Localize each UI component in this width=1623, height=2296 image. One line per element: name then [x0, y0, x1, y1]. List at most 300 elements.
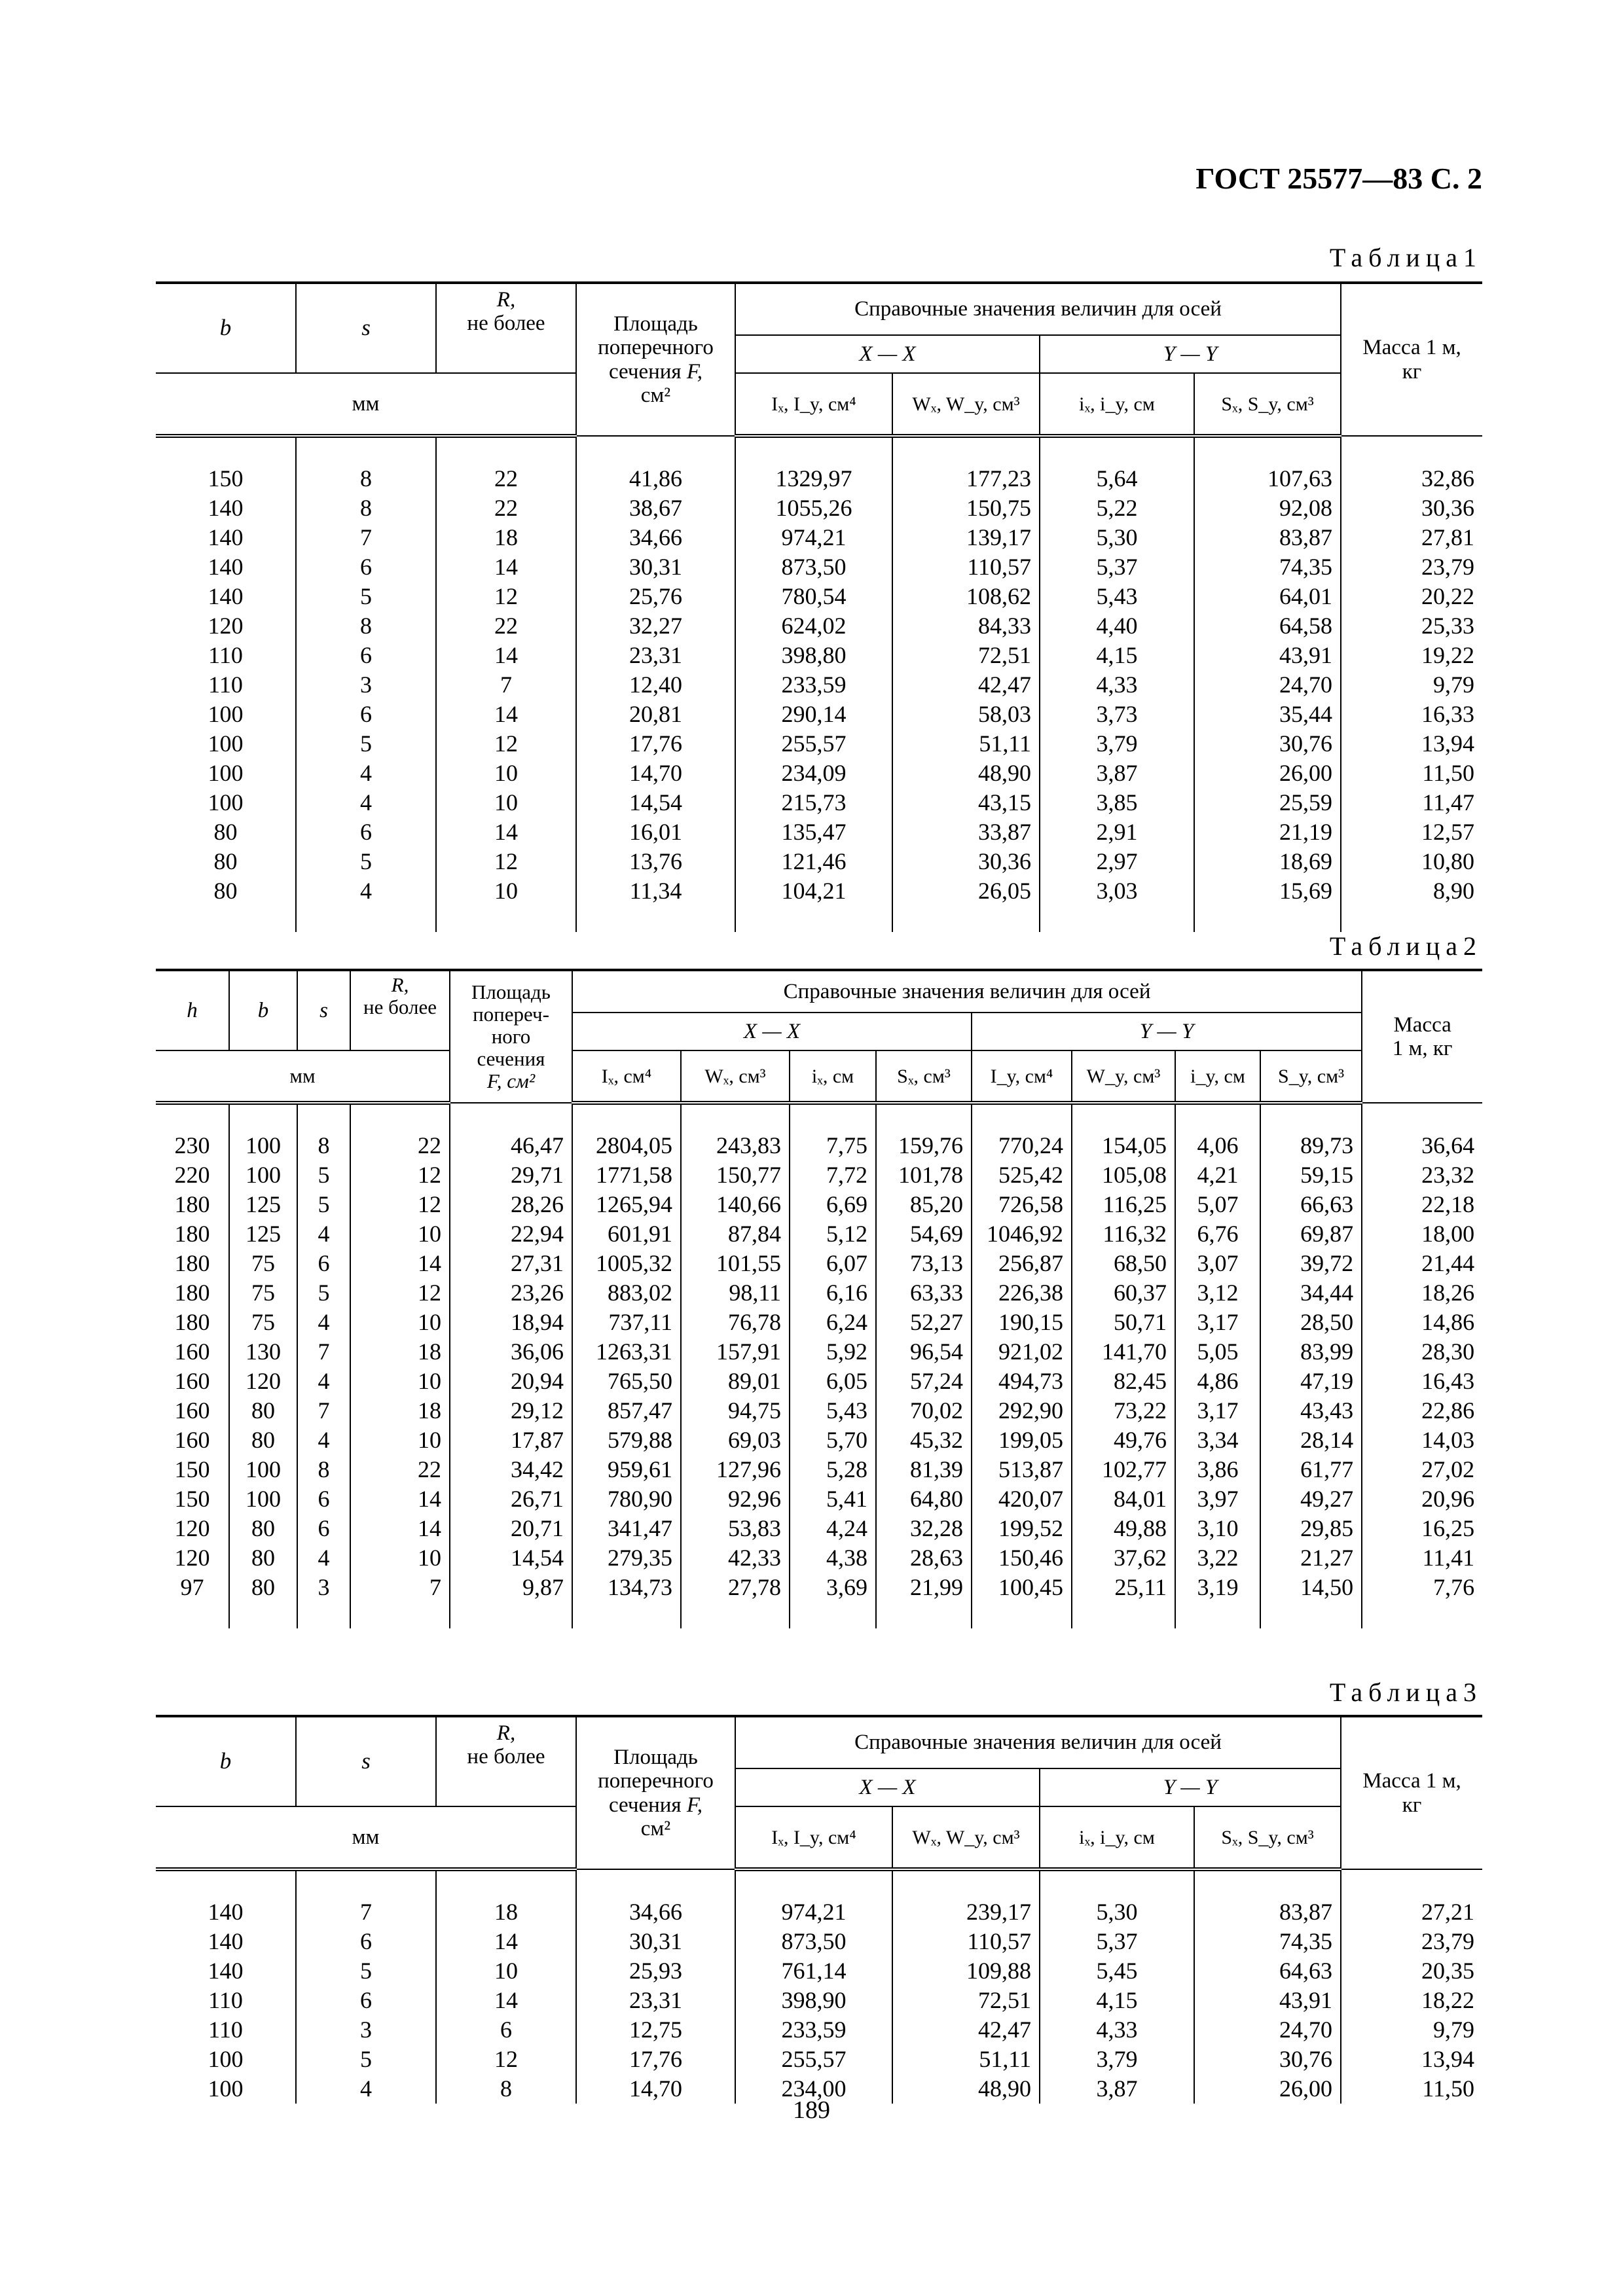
table-cell: 49,27: [1260, 1484, 1362, 1514]
col-mass-header: Масса 1 м, кг: [1341, 283, 1482, 436]
table-cell: 84,33: [892, 611, 1040, 641]
table-cell: 27,02: [1362, 1455, 1482, 1484]
table-cell: 110: [156, 641, 296, 670]
table-cell: 4: [297, 1426, 350, 1455]
col-s-header: s: [297, 970, 350, 1050]
table-cell: 18,26: [1362, 1278, 1482, 1308]
table-cell: 64,63: [1194, 1956, 1341, 1986]
table-cell: 857,47: [572, 1396, 681, 1426]
table-cell: 17,76: [576, 729, 735, 759]
table-cell: 24,70: [1194, 670, 1341, 700]
table-cell: 9,79: [1341, 670, 1482, 700]
col-mass-header: Масса 1 м, кг: [1341, 1716, 1482, 1869]
table-cell: 82,45: [1072, 1367, 1175, 1396]
table-cell: 22: [350, 1455, 450, 1484]
col-b-header: b: [156, 1716, 296, 1806]
table-cell: 883,02: [572, 1278, 681, 1308]
table-cell: 4,24: [790, 1514, 876, 1543]
spacer-row: [156, 1869, 1482, 1897]
table-cell: 3: [296, 2015, 436, 2045]
spacer-cell: [876, 1602, 972, 1628]
table-cell: 140: [156, 523, 296, 552]
table-cell: 579,88: [572, 1426, 681, 1455]
table-cell: 4: [297, 1308, 350, 1337]
table-cell: 73,22: [1072, 1396, 1175, 1426]
table-row: [156, 1897, 1482, 1927]
table-cell: 398,80: [735, 641, 892, 670]
table-row: [156, 1455, 1482, 1484]
table-cell: 4,33: [1040, 2015, 1194, 2045]
table-cell: 68,50: [1072, 1249, 1175, 1278]
spacer-cell: [350, 1103, 450, 1131]
table-cell: 74,35: [1194, 1927, 1341, 1956]
table-cell: 398,90: [735, 1986, 892, 2015]
table-cell: 7: [350, 1573, 450, 1602]
table-cell: 140: [156, 552, 296, 582]
table-cell: 13,94: [1341, 2045, 1482, 2074]
table-cell: 22: [436, 493, 576, 523]
spacer-cell: [1260, 1103, 1362, 1131]
table-cell: 3,87: [1040, 759, 1194, 788]
table-row: [156, 1514, 1482, 1543]
table-cell: 54,69: [876, 1219, 972, 1249]
table-cell: 134,73: [572, 1573, 681, 1602]
table-cell: 69,03: [681, 1426, 790, 1455]
col-ix-header: Iₓ, см⁴: [572, 1050, 681, 1103]
table-cell: 72,51: [892, 641, 1040, 670]
table-cell: 27,21: [1341, 1897, 1482, 1927]
table-cell: 780,90: [572, 1484, 681, 1514]
table-row: [156, 788, 1482, 817]
table-cell: 121,46: [735, 847, 892, 876]
table-cell: 5: [296, 2045, 436, 2074]
table-cell: 100: [156, 2045, 296, 2074]
units-mm-header: мм: [156, 373, 576, 436]
table-cell: 22: [436, 464, 576, 493]
table-cell: 5,30: [1040, 1897, 1194, 1927]
table-cell: 48,90: [892, 2074, 1040, 2104]
spacer-cell: [156, 436, 296, 464]
table-cell: 110: [156, 2015, 296, 2045]
table-cell: 180: [156, 1308, 229, 1337]
table-cell: 3,10: [1175, 1514, 1260, 1543]
table-cell: 29,12: [450, 1396, 572, 1426]
table-row: [156, 670, 1482, 700]
table-cell: 12,40: [576, 670, 735, 700]
table-cell: 30,36: [892, 847, 1040, 876]
table-cell: 80: [229, 1573, 297, 1602]
table-cell: 43,91: [1194, 1986, 1341, 2015]
table-cell: 42,33: [681, 1543, 790, 1573]
spacer-cell: [1362, 1103, 1482, 1131]
spacer-cell: [156, 1602, 229, 1628]
table-cell: 4: [297, 1543, 350, 1573]
table-cell: 5: [297, 1160, 350, 1190]
table-cell: 4: [296, 759, 436, 788]
table-cell: 37,62: [1072, 1543, 1175, 1573]
table-cell: 27,78: [681, 1573, 790, 1602]
spacer-cell: [681, 1602, 790, 1628]
table-cell: 873,50: [735, 552, 892, 582]
table-cell: 160: [156, 1337, 229, 1367]
table-cell: 3: [296, 670, 436, 700]
spacer-cell: [350, 1602, 450, 1628]
table-cell: 80: [229, 1396, 297, 1426]
table-cell: 1046,92: [972, 1219, 1072, 1249]
table-cell: 5,37: [1040, 552, 1194, 582]
table-cell: 135,47: [735, 817, 892, 847]
table-row: [156, 1367, 1482, 1396]
table-cell: 5,41: [790, 1484, 876, 1514]
table-cell: 80: [229, 1426, 297, 1455]
table-row: [156, 729, 1482, 759]
table-cell: 160: [156, 1426, 229, 1455]
table-cell: 8: [296, 493, 436, 523]
table-cell: 109,88: [892, 1956, 1040, 1986]
table-cell: 107,63: [1194, 464, 1341, 493]
table-cell: 6: [296, 700, 436, 729]
table-cell: 180: [156, 1219, 229, 1249]
table-cell: 157,91: [681, 1337, 790, 1367]
spacer-row: [156, 906, 1482, 932]
table-cell: 83,99: [1260, 1337, 1362, 1367]
table-cell: 5,43: [790, 1396, 876, 1426]
table-cell: 10: [436, 1956, 576, 1986]
table-cell: 110,57: [892, 1927, 1040, 1956]
table-cell: 70,02: [876, 1396, 972, 1426]
table-cell: 199,52: [972, 1514, 1072, 1543]
axis-xx-header: X — X: [735, 335, 1040, 373]
table-cell: 14,86: [1362, 1308, 1482, 1337]
table-cell: 8: [296, 611, 436, 641]
table-cell: 140,66: [681, 1190, 790, 1219]
table-cell: 12: [350, 1160, 450, 1190]
spacer-cell: [1362, 1602, 1482, 1628]
table-cell: 7: [436, 670, 576, 700]
table-cell: 14: [436, 817, 576, 847]
table-cell: 4,21: [1175, 1160, 1260, 1190]
table-cell: 4,06: [1175, 1131, 1260, 1160]
table-cell: 6,16: [790, 1278, 876, 1308]
table-cell: 120: [229, 1367, 297, 1396]
col-wy-header: W_y, см³: [1072, 1050, 1175, 1103]
table-cell: 23,32: [1362, 1160, 1482, 1190]
table-cell: 110: [156, 670, 296, 700]
spacer-cell: [735, 436, 892, 464]
table-cell: 10: [350, 1219, 450, 1249]
table-cell: 10: [436, 759, 576, 788]
axis-yy-header: Y — Y: [1040, 1768, 1341, 1806]
table-cell: 9,87: [450, 1573, 572, 1602]
table-cell: 140: [156, 1897, 296, 1927]
table-cell: 105,08: [1072, 1160, 1175, 1190]
table-3: [156, 1715, 1482, 2104]
table-cell: 7: [297, 1396, 350, 1426]
table-cell: 26,71: [450, 1484, 572, 1514]
spacer-cell: [681, 1103, 790, 1131]
spacer-cell: [229, 1103, 297, 1131]
spacer-cell: [1175, 1103, 1260, 1131]
table-cell: 513,87: [972, 1455, 1072, 1484]
table-cell: 100: [229, 1160, 297, 1190]
table-cell: 5,12: [790, 1219, 876, 1249]
ref-values-header: Справочные значения величин для осей: [735, 1716, 1341, 1768]
table-cell: 25,93: [576, 1956, 735, 1986]
table-cell: 341,47: [572, 1514, 681, 1543]
table-cell: 110: [156, 1986, 296, 2015]
table-cell: 14: [436, 552, 576, 582]
table-cell: 150,46: [972, 1543, 1072, 1573]
table-cell: 8: [297, 1131, 350, 1160]
table-cell: 18,94: [450, 1308, 572, 1337]
table-cell: 8: [296, 464, 436, 493]
table-row: [156, 1956, 1482, 1986]
table-cell: 29,71: [450, 1160, 572, 1190]
table-cell: 5,70: [790, 1426, 876, 1455]
table-cell: 601,91: [572, 1219, 681, 1249]
table-row: [156, 464, 1482, 493]
table-cell: 2,91: [1040, 817, 1194, 847]
spacer-cell: [1072, 1103, 1175, 1131]
table-cell: 57,24: [876, 1367, 972, 1396]
table-cell: 6: [297, 1484, 350, 1514]
table-cell: 761,14: [735, 1956, 892, 1986]
table-cell: 14: [350, 1484, 450, 1514]
table-cell: 30,36: [1341, 493, 1482, 523]
table-cell: 3,73: [1040, 700, 1194, 729]
axis-xx-header: X — X: [572, 1013, 972, 1050]
table-cell: 98,11: [681, 1278, 790, 1308]
table-cell: 20,71: [450, 1514, 572, 1543]
table-cell: 141,70: [1072, 1337, 1175, 1367]
table-cell: 6,05: [790, 1367, 876, 1396]
table-cell: 16,33: [1341, 700, 1482, 729]
table-cell: 85,20: [876, 1190, 972, 1219]
table-cell: 7,76: [1362, 1573, 1482, 1602]
table-cell: 64,80: [876, 1484, 972, 1514]
table-cell: 80: [156, 847, 296, 876]
table-cell: 23,26: [450, 1278, 572, 1308]
table-cell: 32,28: [876, 1514, 972, 1543]
table-cell: 125: [229, 1190, 297, 1219]
table-cell: 5,37: [1040, 1927, 1194, 1956]
table-cell: 45,32: [876, 1426, 972, 1455]
table-cell: 5: [297, 1190, 350, 1219]
spacer-cell: [1194, 906, 1341, 932]
table-cell: 64,58: [1194, 611, 1341, 641]
table-cell: 10: [350, 1367, 450, 1396]
table-cell: 5,45: [1040, 1956, 1194, 1986]
table-cell: 159,76: [876, 1131, 972, 1160]
table-cell: 80: [156, 876, 296, 906]
spacer-cell: [436, 1869, 576, 1897]
table-cell: 4,33: [1040, 670, 1194, 700]
table-cell: 3,79: [1040, 729, 1194, 759]
table-cell: 14: [436, 1927, 576, 1956]
table-cell: 12: [350, 1190, 450, 1219]
table-cell: 18,22: [1341, 1986, 1482, 2015]
table-cell: 16,25: [1362, 1514, 1482, 1543]
table-cell: 24,70: [1194, 2015, 1341, 2045]
table-cell: 46,47: [450, 1131, 572, 1160]
table-cell: 89,01: [681, 1367, 790, 1396]
table-cell: 27,81: [1341, 523, 1482, 552]
table3-caption: Таблица3: [1329, 1677, 1482, 1707]
table-row: [156, 1190, 1482, 1219]
table-cell: 100: [229, 1484, 297, 1514]
spacer-cell: [156, 1103, 229, 1131]
table-cell: 140: [156, 493, 296, 523]
table-cell: 1005,32: [572, 1249, 681, 1278]
col-b-header: b: [229, 970, 297, 1050]
table1-body: [156, 436, 1482, 932]
table-cell: 19,22: [1341, 641, 1482, 670]
table-cell: 3,87: [1040, 2074, 1194, 2104]
table-cell: 12,75: [576, 2015, 735, 2045]
col-rxy-header: iₓ, i_y, см: [1040, 373, 1194, 436]
table-1: [156, 281, 1482, 932]
spacer-cell: [156, 906, 296, 932]
table-cell: 4,86: [1175, 1367, 1260, 1396]
table-cell: 72,51: [892, 1986, 1040, 2015]
table-row: [156, 1573, 1482, 1602]
table-row: [156, 2015, 1482, 2045]
table-cell: 150: [156, 1484, 229, 1514]
table-cell: 22,94: [450, 1219, 572, 1249]
spacer-cell: [436, 906, 576, 932]
col-wx-header: Wₓ, см³: [681, 1050, 790, 1103]
table-row: [156, 1337, 1482, 1367]
table-cell: 4,15: [1040, 1986, 1194, 2015]
table-cell: 5: [296, 1956, 436, 1986]
spacer-cell: [1040, 436, 1194, 464]
col-sx-header: Sₓ, см³: [876, 1050, 972, 1103]
table-cell: 108,62: [892, 582, 1040, 611]
table-cell: 190,15: [972, 1308, 1072, 1337]
spacer-cell: [892, 906, 1040, 932]
col-sxy-header: Sₓ, S_y, см³: [1194, 1806, 1341, 1869]
table-cell: 12: [436, 729, 576, 759]
table-cell: 4: [297, 1367, 350, 1396]
spacer-cell: [436, 436, 576, 464]
table-cell: 177,23: [892, 464, 1040, 493]
table-cell: 5: [296, 847, 436, 876]
table-cell: 63,33: [876, 1278, 972, 1308]
table-cell: 80: [229, 1543, 297, 1573]
table-cell: 100: [156, 759, 296, 788]
table-row: [156, 1986, 1482, 2015]
col-area-header: Площадь поперечного сечения F, см²: [576, 283, 735, 436]
table-cell: 83,87: [1194, 1897, 1341, 1927]
col-rx-header: iₓ, см: [790, 1050, 876, 1103]
table-cell: 230: [156, 1131, 229, 1160]
table-cell: 780,54: [735, 582, 892, 611]
table-cell: 28,14: [1260, 1426, 1362, 1455]
table-cell: 243,83: [681, 1131, 790, 1160]
table-cell: 30,31: [576, 552, 735, 582]
spacer-cell: [1341, 1869, 1482, 1897]
table-cell: 5,30: [1040, 523, 1194, 552]
table-cell: 100: [229, 1131, 297, 1160]
table-cell: 89,73: [1260, 1131, 1362, 1160]
spacer-cell: [972, 1103, 1072, 1131]
table-cell: 30,31: [576, 1927, 735, 1956]
table-cell: 100,45: [972, 1573, 1072, 1602]
table-cell: 14: [436, 1986, 576, 2015]
table-cell: 199,05: [972, 1426, 1072, 1455]
table-cell: 36,64: [1362, 1131, 1482, 1160]
spacer-cell: [229, 1602, 297, 1628]
table-cell: 255,57: [735, 2045, 892, 2074]
table-cell: 101,78: [876, 1160, 972, 1190]
table-cell: 5,07: [1175, 1190, 1260, 1219]
table-cell: 28,26: [450, 1190, 572, 1219]
table-cell: 18: [350, 1396, 450, 1426]
table-cell: 3,85: [1040, 788, 1194, 817]
table-cell: 7,72: [790, 1160, 876, 1190]
col-wxy-header: Wₓ, W_y, см³: [892, 373, 1040, 436]
spacer-cell: [576, 906, 735, 932]
spacer-cell: [572, 1103, 681, 1131]
table-cell: 38,67: [576, 493, 735, 523]
table-cell: 120: [156, 1514, 229, 1543]
units-mm-header: мм: [156, 1806, 576, 1869]
units-mm-header: мм: [156, 1050, 450, 1103]
table-cell: 5,28: [790, 1455, 876, 1484]
spacer-cell: [1175, 1602, 1260, 1628]
table-cell: 125: [229, 1219, 297, 1249]
col-area-header: Площадь попереч- ного сечения F, см²: [450, 970, 572, 1103]
page-number: 189: [793, 2096, 830, 2124]
table-cell: 127,96: [681, 1455, 790, 1484]
table-cell: 5: [297, 1278, 350, 1308]
table-cell: 765,50: [572, 1367, 681, 1396]
spacer-cell: [576, 1869, 735, 1897]
table-cell: 420,07: [972, 1484, 1072, 1514]
table-cell: 3,22: [1175, 1543, 1260, 1573]
table-cell: 160: [156, 1367, 229, 1396]
table-cell: 13,94: [1341, 729, 1482, 759]
table-cell: 20,96: [1362, 1484, 1482, 1514]
table-row: [156, 641, 1482, 670]
table-row: [156, 611, 1482, 641]
table-cell: 234,09: [735, 759, 892, 788]
table-cell: 150: [156, 1455, 229, 1484]
table-row: [156, 1308, 1482, 1337]
table-cell: 239,17: [892, 1897, 1040, 1927]
spacer-cell: [790, 1602, 876, 1628]
table-cell: 22: [350, 1131, 450, 1160]
table-row: [156, 759, 1482, 788]
table-cell: 11,47: [1341, 788, 1482, 817]
table-cell: 2,97: [1040, 847, 1194, 876]
table-cell: 41,86: [576, 464, 735, 493]
table-cell: 7,75: [790, 1131, 876, 1160]
table-cell: 5,64: [1040, 464, 1194, 493]
table-cell: 10: [350, 1543, 450, 1573]
table-row: [156, 1927, 1482, 1956]
table-cell: 23,31: [576, 641, 735, 670]
table-cell: 12,57: [1341, 817, 1482, 847]
table-cell: 6,07: [790, 1249, 876, 1278]
table-cell: 921,02: [972, 1337, 1072, 1367]
table-cell: 292,90: [972, 1396, 1072, 1426]
table-cell: 34,44: [1260, 1278, 1362, 1308]
table-cell: 18: [436, 523, 576, 552]
table-cell: 18,69: [1194, 847, 1341, 876]
table-cell: 61,77: [1260, 1455, 1362, 1484]
col-r-header: R, не более: [436, 1716, 576, 1806]
